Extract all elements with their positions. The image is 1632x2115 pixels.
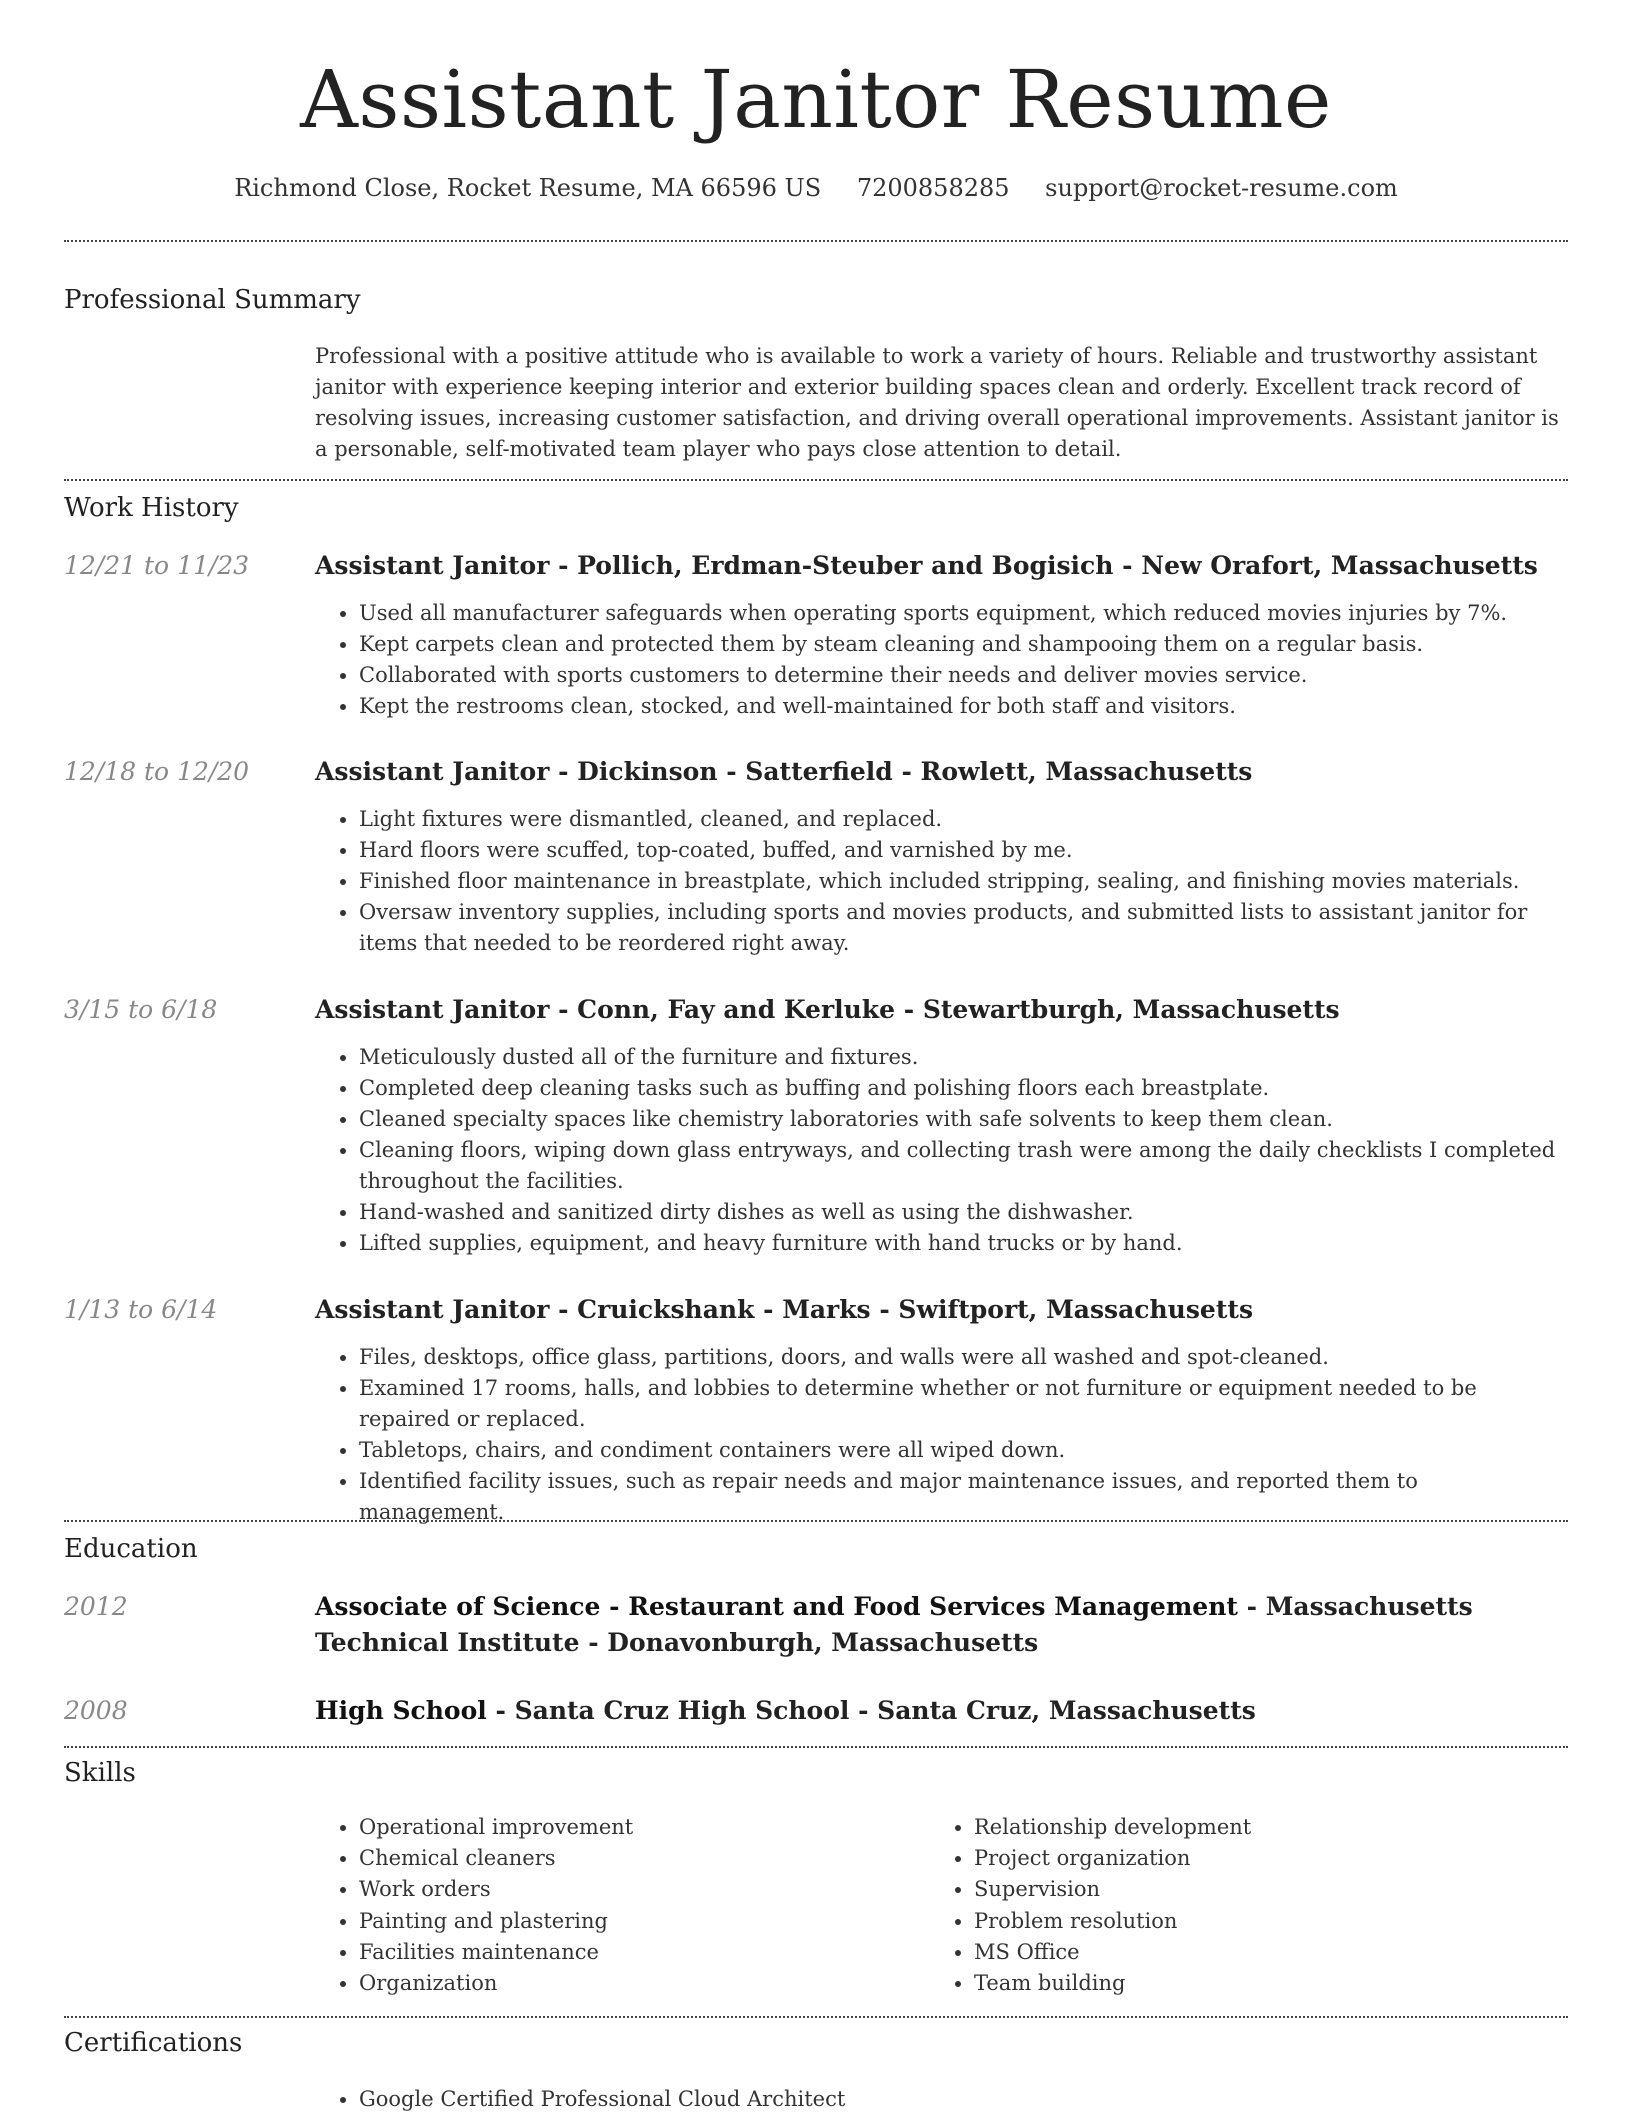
list-item: • Hard floors were scuffed, top-coated, buffed, and varnished by me. bbox=[359, 835, 1569, 866]
list-item: • Organization bbox=[359, 1968, 919, 1999]
list-item: • Meticulously dusted all of the furniture and fixtures. bbox=[359, 1042, 1569, 1073]
list-item: • Cleaned specialty spaces like chemistry laboratories with safe solvents to keep them clean. bbox=[359, 1104, 1569, 1135]
certifications-list bbox=[315, 2084, 845, 2115]
list-item: • Used all manufacturer safeguards when operating sports equipment, which reduced movies injuries by 7%. bbox=[359, 598, 1569, 629]
list-item: • Completed deep cleaning tasks such as buffing and polishing floors each breastplate. bbox=[359, 1073, 1569, 1104]
job-title: Assistant Janitor - Pollich, Erdman-Steuber and Bogisich - New Orafort, Massachusetts bbox=[315, 551, 1538, 580]
contact-line bbox=[64, 172, 1568, 204]
list-item: • Supervision bbox=[974, 1874, 1534, 1905]
resume-title: Assistant Janitor Resume bbox=[300, 53, 1332, 146]
contact-address: Richmond Close, Rocket Resume, MA 66596 US bbox=[234, 174, 822, 202]
education-degree: High School bbox=[315, 1696, 487, 1725]
skills-column-2 bbox=[930, 1812, 1534, 1999]
list-item: • Finished floor maintenance in breastplate, which included stripping, sealing, and finishing movies materials. bbox=[359, 866, 1569, 897]
section-heading-summary: Professional Summary bbox=[64, 285, 361, 315]
job-bullets bbox=[315, 1342, 1569, 1528]
list-item: • Relationship development bbox=[974, 1812, 1534, 1843]
list-item: • Team building bbox=[974, 1968, 1534, 1999]
list-item: • Chemical cleaners bbox=[359, 1843, 919, 1874]
list-item: • Collaborated with sports customers to determine their needs and deliver movies service. bbox=[359, 660, 1569, 691]
section-heading-skills: Skills bbox=[64, 1758, 136, 1788]
education-year: 2008 bbox=[64, 1696, 128, 1725]
job-title: Assistant Janitor - Conn, Fay and Kerluke - Stewartburgh, Massachusetts bbox=[315, 995, 1340, 1024]
list-item: • Project organization bbox=[974, 1843, 1534, 1874]
list-item: • Examined 17 rooms, halls, and lobbies to determine whether or not furniture or equipment needed to be repaired or replaced. bbox=[359, 1373, 1569, 1435]
list-item: • Oversaw inventory supplies, including sports and movies products, and submitted lists to assistant janitor for items that needed to be reordered right away. bbox=[359, 897, 1569, 959]
education-degree: Associate of Science - Restaurant and Food Services Management bbox=[315, 1592, 1238, 1621]
list-item: • Problem resolution bbox=[974, 1906, 1534, 1937]
job-dates: 3/15 to 6/18 bbox=[64, 995, 218, 1024]
list-item: • Google Certified Professional Cloud Architect bbox=[359, 2084, 845, 2115]
contact-phone: 7200858285 bbox=[856, 174, 1010, 202]
divider bbox=[64, 1520, 1568, 1522]
list-item: • Cleaning floors, wiping down glass entryways, and collecting trash were among the daily checklists I completed throughout the facilities. bbox=[359, 1135, 1569, 1197]
list-item: • Tabletops, chairs, and condiment containers were all wiped down. bbox=[359, 1435, 1569, 1466]
job-title: Assistant Janitor - Cruickshank - Marks - Swiftport, Massachusetts bbox=[315, 1295, 1254, 1324]
skills-column-1 bbox=[315, 1812, 919, 1999]
list-item: • Files, desktops, office glass, partitions, doors, and walls were all washed and spot-cleaned. bbox=[359, 1342, 1569, 1373]
divider bbox=[64, 2016, 1568, 2018]
education-school: - Santa Cruz High School - Santa Cruz, Massachusetts bbox=[486, 1696, 1256, 1725]
list-item: • Kept carpets clean and protected them by steam cleaning and shampooing them on a regular basis. bbox=[359, 629, 1569, 660]
list-item: • Light fixtures were dismantled, cleaned, and replaced. bbox=[359, 804, 1569, 835]
section-heading-work-history: Work History bbox=[64, 493, 239, 523]
list-item: • Hand-washed and sanitized dirty dishes as well as using the dishwasher. bbox=[359, 1197, 1569, 1228]
list-item: • Operational improvement bbox=[359, 1812, 919, 1843]
divider bbox=[64, 1746, 1568, 1748]
education-title bbox=[315, 1693, 1568, 1729]
list-item: • Facilities maintenance bbox=[359, 1937, 919, 1968]
summary-text: Professional with a positive attitude who is available to work a variety of hours. Reliable and trustworthy assistant janitor with experience keeping interior and exterior building spaces clean and orderly. Excellent track record of resolving issues, increasing customer satisfaction, and driving overall operational improvements. Assistant janitor is a personable, self-motivated team player who pays close attention to detail. bbox=[315, 344, 1559, 461]
job-bullets bbox=[315, 1042, 1569, 1259]
section-heading-certifications: Certifications bbox=[64, 2028, 243, 2058]
education-school: - Massachusetts Technical Institute - Donavonburgh, Massachusetts bbox=[315, 1592, 1473, 1657]
education-title bbox=[315, 1589, 1568, 1661]
divider bbox=[64, 479, 1568, 481]
job-dates: 12/21 to 11/23 bbox=[64, 551, 250, 580]
list-item: • Painting and plastering bbox=[359, 1906, 919, 1937]
list-item: • Identified facility issues, such as repair needs and major maintenance issues, and reported them to management. bbox=[359, 1466, 1569, 1528]
list-item: • Lifted supplies, equipment, and heavy furniture with hand trucks or by hand. bbox=[359, 1228, 1569, 1259]
contact-email: support@rocket-resume.com bbox=[1045, 174, 1398, 202]
job-bullets bbox=[315, 804, 1569, 959]
job-dates: 12/18 to 12/20 bbox=[64, 757, 250, 786]
section-heading-education: Education bbox=[64, 1534, 198, 1564]
job-dates: 1/13 to 6/14 bbox=[64, 1295, 218, 1324]
education-year: 2012 bbox=[64, 1592, 128, 1621]
list-item: • Kept the restrooms clean, stocked, and well-maintained for both staff and visitors. bbox=[359, 691, 1569, 722]
list-item: • Work orders bbox=[359, 1874, 919, 1905]
job-title: Assistant Janitor - Dickinson - Satterfield - Rowlett, Massachusetts bbox=[315, 757, 1253, 786]
job-bullets bbox=[315, 598, 1569, 722]
list-item: • MS Office bbox=[974, 1937, 1534, 1968]
divider bbox=[64, 240, 1568, 242]
